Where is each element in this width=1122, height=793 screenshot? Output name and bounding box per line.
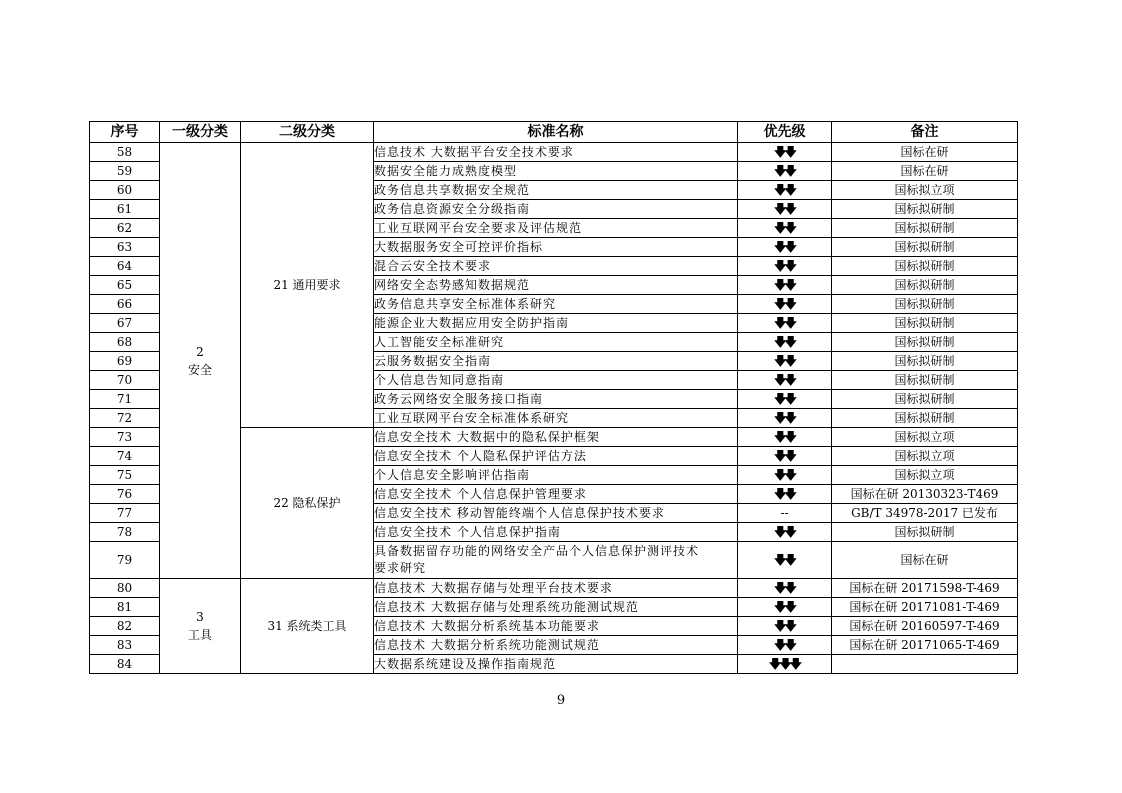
note: 国标拟研制 (832, 333, 1018, 352)
standard-name: 大数据系统建设及操作指南规范 (374, 655, 738, 674)
category1-tools (160, 579, 241, 674)
priority-arrows: 🡇🡇 (738, 466, 832, 485)
row-number: 63 (90, 238, 160, 257)
table-row (90, 579, 1018, 598)
row-number: 66 (90, 295, 160, 314)
priority-arrows: 🡇🡇 (738, 143, 832, 162)
row-number: 59 (90, 162, 160, 181)
category2-general: 21 通用要求 (241, 143, 374, 428)
row-number: 62 (90, 219, 160, 238)
header-level1: 一级分类 (160, 122, 241, 143)
row-number: 70 (90, 371, 160, 390)
standard-name: 信息技术 大数据分析系统功能测试规范 (374, 636, 738, 655)
priority-arrows: 🡇🡇 (738, 485, 832, 504)
note: 国标拟立项 (832, 428, 1018, 447)
note (832, 655, 1018, 674)
priority-arrows: 🡇🡇 (738, 447, 832, 466)
row-number: 83 (90, 636, 160, 655)
row-number: 58 (90, 143, 160, 162)
note: 国标拟研制 (832, 257, 1018, 276)
priority-arrows: 🡇🡇 (738, 636, 832, 655)
note: 国标拟立项 (832, 181, 1018, 200)
note: 国标在研 (832, 143, 1018, 162)
row-number: 82 (90, 617, 160, 636)
standard-name: 信息技术 大数据分析系统基本功能要求 (374, 617, 738, 636)
note: 国标在研 20171065-T-469 (832, 636, 1018, 655)
standard-name: 个人信息安全影响评估指南 (374, 466, 738, 485)
standards-table (89, 121, 1018, 674)
standard-name: 混合云安全技术要求 (374, 257, 738, 276)
note: 国标拟研制 (832, 219, 1018, 238)
note: 国标拟立项 (832, 466, 1018, 485)
standard-name-line2: 要求研究 (374, 561, 427, 575)
standard-name: 信息安全技术 大数据中的隐私保护框架 (374, 428, 738, 447)
priority-arrows: 🡇🡇 (738, 352, 832, 371)
row-number: 61 (90, 200, 160, 219)
priority-arrows: 🡇🡇 (738, 257, 832, 276)
priority-arrows: 🡇🡇 (738, 617, 832, 636)
standard-name: 政务云网络安全服务接口指南 (374, 390, 738, 409)
priority-arrows: 🡇🡇 (738, 200, 832, 219)
priority-dash: -- (738, 504, 832, 523)
priority-arrows: 🡇🡇 (738, 276, 832, 295)
note: 国标在研 20160597-T-469 (832, 617, 1018, 636)
priority-arrows: 🡇🡇 (738, 219, 832, 238)
priority-arrows: 🡇🡇🡇 (738, 655, 832, 674)
note: GB/T 34978-2017 已发布 (832, 504, 1018, 523)
note: 国标在研 20171081-T-469 (832, 598, 1018, 617)
row-number: 64 (90, 257, 160, 276)
note: 国标拟研制 (832, 523, 1018, 542)
priority-arrows: 🡇🡇 (738, 333, 832, 352)
header-priority: 优先级 (738, 122, 832, 143)
note: 国标拟研制 (832, 390, 1018, 409)
standard-name: 网络安全态势感知数据规范 (374, 276, 738, 295)
row-number: 79 (90, 542, 160, 579)
note: 国标拟研制 (832, 238, 1018, 257)
row-number: 74 (90, 447, 160, 466)
priority-arrows: 🡇🡇 (738, 390, 832, 409)
row-number: 71 (90, 390, 160, 409)
standard-name (374, 542, 738, 579)
header-standard-name: 标准名称 (374, 122, 738, 143)
priority-arrows: 🡇🡇 (738, 238, 832, 257)
category1-number: 2 (196, 344, 204, 359)
row-number: 67 (90, 314, 160, 333)
standard-name: 信息安全技术 个人信息保护管理要求 (374, 485, 738, 504)
priority-arrows: 🡇🡇 (738, 295, 832, 314)
priority-arrows: 🡇🡇 (738, 428, 832, 447)
priority-arrows: 🡇🡇 (738, 542, 832, 579)
note: 国标在研 (832, 542, 1018, 579)
header-note: 备注 (832, 122, 1018, 143)
standard-name: 个人信息告知同意指南 (374, 371, 738, 390)
category1-number: 3 (196, 610, 204, 624)
standard-name: 信息技术 大数据存储与处理系统功能测试规范 (374, 598, 738, 617)
note: 国标拟研制 (832, 314, 1018, 333)
standard-name: 人工智能安全标准研究 (374, 333, 738, 352)
priority-arrows: 🡇🡇 (738, 371, 832, 390)
note: 国标拟研制 (832, 295, 1018, 314)
standard-name: 能源企业大数据应用安全防护指南 (374, 314, 738, 333)
standard-name: 数据安全能力成熟度模型 (374, 162, 738, 181)
category1-name: 安全 (187, 362, 212, 377)
row-number: 76 (90, 485, 160, 504)
row-number: 60 (90, 181, 160, 200)
note: 国标拟研制 (832, 200, 1018, 219)
priority-arrows: 🡇🡇 (738, 314, 832, 333)
table-header-row (90, 122, 1018, 143)
priority-arrows: 🡇🡇 (738, 523, 832, 542)
category1-name: 工具 (187, 628, 212, 642)
standard-name: 大数据服务安全可控评价指标 (374, 238, 738, 257)
note: 国标在研 (832, 162, 1018, 181)
row-number: 77 (90, 504, 160, 523)
category1-security (160, 143, 241, 579)
row-number: 68 (90, 333, 160, 352)
header-level2: 二级分类 (241, 122, 374, 143)
row-number: 84 (90, 655, 160, 674)
category2-system-tools: 31 系统类工具 (241, 579, 374, 674)
priority-arrows: 🡇🡇 (738, 579, 832, 598)
note: 国标拟研制 (832, 371, 1018, 390)
row-number: 65 (90, 276, 160, 295)
row-number: 78 (90, 523, 160, 542)
note: 国标拟立项 (832, 447, 1018, 466)
priority-arrows: 🡇🡇 (738, 598, 832, 617)
standard-name-line1: 具备数据留存功能的网络安全产品个人信息保护测评技术 (374, 544, 700, 558)
standard-name: 工业互联网平台安全标准体系研究 (374, 409, 738, 428)
note: 国标在研 20171598-T-469 (832, 579, 1018, 598)
standard-name: 政务信息共享安全标准体系研究 (374, 295, 738, 314)
page-number: 9 (556, 693, 566, 708)
row-number: 75 (90, 466, 160, 485)
priority-arrows: 🡇🡇 (738, 162, 832, 181)
standard-name: 信息安全技术 个人信息保护指南 (374, 523, 738, 542)
standard-name: 信息安全技术 个人隐私保护评估方法 (374, 447, 738, 466)
row-number: 81 (90, 598, 160, 617)
priority-arrows: 🡇🡇 (738, 409, 832, 428)
standard-name: 政务信息资源安全分级指南 (374, 200, 738, 219)
row-number: 80 (90, 579, 160, 598)
note: 国标拟研制 (832, 409, 1018, 428)
standard-name: 工业互联网平台安全要求及评估规范 (374, 219, 738, 238)
row-number: 72 (90, 409, 160, 428)
header-serial: 序号 (90, 122, 160, 143)
row-number: 73 (90, 428, 160, 447)
category2-privacy: 22 隐私保护 (241, 428, 374, 579)
row-number: 69 (90, 352, 160, 371)
standard-name: 云服务数据安全指南 (374, 352, 738, 371)
standard-name: 信息技术 大数据平台安全技术要求 (374, 143, 738, 162)
note: 国标拟研制 (832, 276, 1018, 295)
table-row (90, 143, 1018, 162)
standard-name: 政务信息共享数据安全规范 (374, 181, 738, 200)
standard-name: 信息技术 大数据存储与处理平台技术要求 (374, 579, 738, 598)
note: 国标在研 20130323-T469 (832, 485, 1018, 504)
standard-name: 信息安全技术 移动智能终端个人信息保护技术要求 (374, 504, 738, 523)
note: 国标拟研制 (832, 352, 1018, 371)
priority-arrows: 🡇🡇 (738, 181, 832, 200)
